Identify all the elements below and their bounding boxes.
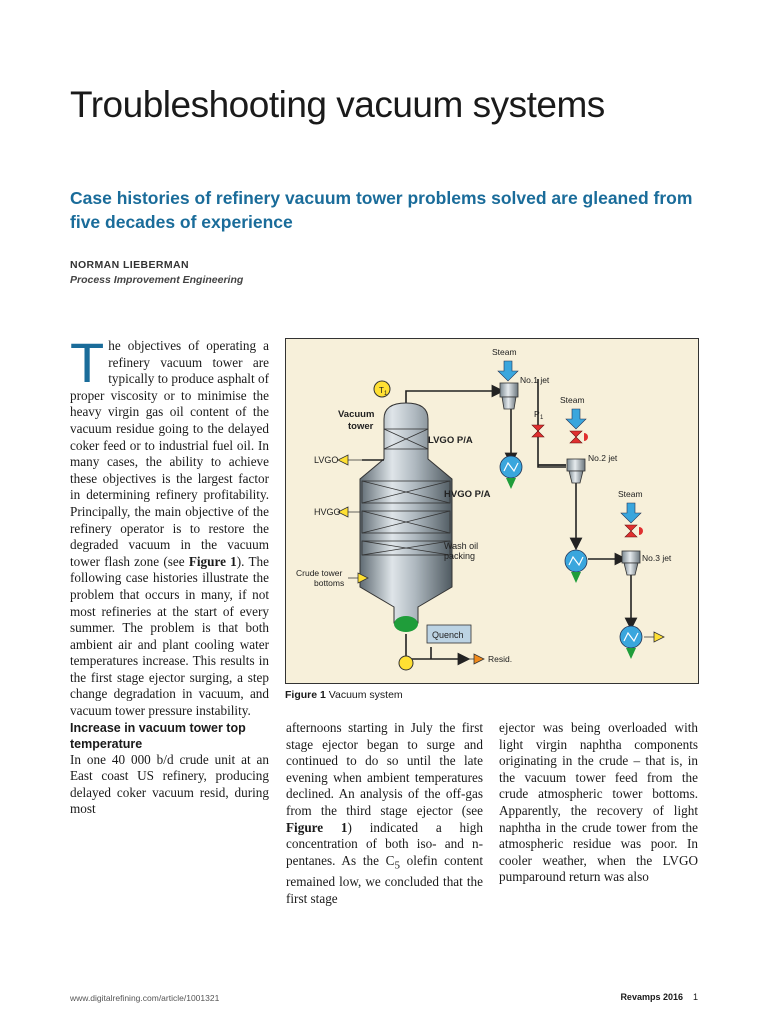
figure-1-reference[interactable]: Figure 1 [188, 553, 237, 569]
steam-3 [618, 489, 643, 537]
p1-sub-label: 1 [540, 415, 544, 421]
quench-label: Quench [432, 630, 464, 640]
jet-3 [622, 551, 672, 575]
t1-indicator [374, 381, 390, 397]
article-standfirst: Case histories of refinery vacuum tower problems solved are gleaned from five decades of experience [70, 188, 693, 232]
vacuum-system-svg [286, 339, 698, 683]
paragraph-1-text-b: ). The following case histories illustrate the problem that occurs in many, if not most refineries at the start of every summer. The problem is that both ambient air and plant cooling water temperatures increase. This results in the first stage ejector surging, a step change degradation in vacuum, and vacuum tower pressure instability. [70, 553, 269, 719]
jet-1-label: No.1 jet [520, 375, 550, 385]
resid-pump [399, 656, 413, 670]
lvgo-outlet [314, 455, 384, 465]
steam-2 [560, 395, 588, 443]
lvgo-label: LVGO [314, 455, 339, 465]
t1-label: T [379, 386, 384, 395]
jet-2 [567, 453, 618, 483]
t1-sub-label: 1 [384, 391, 388, 397]
c5-subscript: 5 [394, 859, 400, 872]
steam-2-valve-actuator [584, 433, 588, 441]
vacuum-tower-label-line1: Vacuum [338, 409, 375, 420]
jet-3-label: No.3 jet [642, 553, 672, 563]
steam-3-valve [625, 525, 637, 537]
body-column-2 [286, 720, 483, 907]
drop-cap: T [70, 331, 105, 394]
body-paragraph-2-start: In one 40 000 b/d crude unit at an East coast US refinery, producing delayed coker vacuum resid, during most [70, 751, 269, 817]
crude-inlet [296, 568, 368, 588]
author-affiliation: Process Improvement Engineering [70, 274, 244, 286]
steam-1 [492, 347, 518, 381]
steam-3-label: Steam [618, 489, 643, 499]
paragraph-2-text-c: olefin content remained low, we concluded that the first stage [286, 852, 483, 906]
hvgo-pa-label: HVGO P/A [444, 489, 491, 500]
section-subheading: Increase in vacuum tower top temperature [70, 720, 246, 751]
wash-oil-label-line2: packing [444, 551, 476, 561]
footer-url-link[interactable]: www.digitalrefining.com/article/1001321 [70, 993, 220, 1003]
p1-label: P [534, 409, 540, 419]
lvgo-pa-label: LVGO P/A [428, 435, 473, 446]
condenser-3 [620, 626, 664, 659]
body-paragraph-2-end: ejector was being overloaded with light virgin naphtha components originating in the crude – that is, in the vacuum tower feed from the crude atmospheric tower bottoms. Apparently, the recovery of light naphtha in the crude tower from the atmospheric residue was poor. In cooler weather, when the LVGO pumparound return was also [499, 720, 698, 885]
paragraph-2-text-a: afternoons starting in July the first stage ejector began to surge and continued to do so until the late evening when ambient temperatures declined. An analysis of the off-gas from the third stage ejector (see [286, 720, 483, 818]
resid-outlet [464, 654, 512, 664]
footer-issue-info [620, 992, 698, 1002]
quench-box [427, 625, 471, 643]
page-number: 1 [692, 992, 698, 1002]
resid-label: Resid. [488, 654, 513, 664]
body-paragraph-2-middle [286, 720, 483, 907]
figure-caption [285, 689, 403, 701]
steam-1-label: Steam [492, 347, 517, 357]
hvgo-label: HVGO [314, 507, 341, 517]
wash-oil-label-line1: Wash oil [444, 541, 479, 551]
crude-tower-label-line2: bottoms [314, 578, 345, 588]
hvgo-outlet [314, 507, 360, 517]
steam-2-valve [570, 431, 582, 443]
tower-boot [394, 616, 418, 632]
steam-2-label: Steam [560, 395, 585, 405]
condenser-1 [500, 456, 522, 489]
paragraph-2-text-b: ) indicated a high concentration of both iso- and n-pentanes. As the C [286, 819, 483, 868]
article-title: Troubleshooting vacuum systems [70, 84, 605, 125]
figure-1-reference-2[interactable]: Figure 1 [286, 819, 348, 835]
figure-1-vacuum-system-diagram [285, 338, 699, 684]
body-column-3 [499, 720, 698, 886]
vacuum-tower-label-line2: tower [348, 421, 374, 432]
offgas-arrow [644, 632, 664, 642]
crude-tower-label-line1: Crude tower [296, 568, 343, 578]
footer-issue: Revamps 2016 [620, 992, 683, 1002]
steam-3-valve-actuator [639, 527, 643, 535]
body-paragraph-1 [70, 331, 269, 720]
body-column-1 [70, 331, 269, 818]
figure-caption-text: Vacuum system [328, 689, 403, 701]
figure-caption-label: Figure 1 [285, 689, 326, 701]
condenser-2 [565, 550, 587, 583]
author-name: NORMAN LIEBERMAN [70, 259, 189, 271]
paragraph-1-text-a: he objectives of operating a refinery vacuum tower are typically to produce asphalt of proper viscosity or to minimise the heavy virgin gas oil content of the vacuum residue going to the delayed coker feed or to industrial fuel oil. In many cases, the ability to achieve these objectives is the largest factor in determining refinery profitability. Principally, the main objective of the refinery operator is to restore the degraded vacuum in the vacuum tower flash zone (see [70, 338, 269, 569]
jet-2-label: No.2 jet [588, 453, 618, 463]
